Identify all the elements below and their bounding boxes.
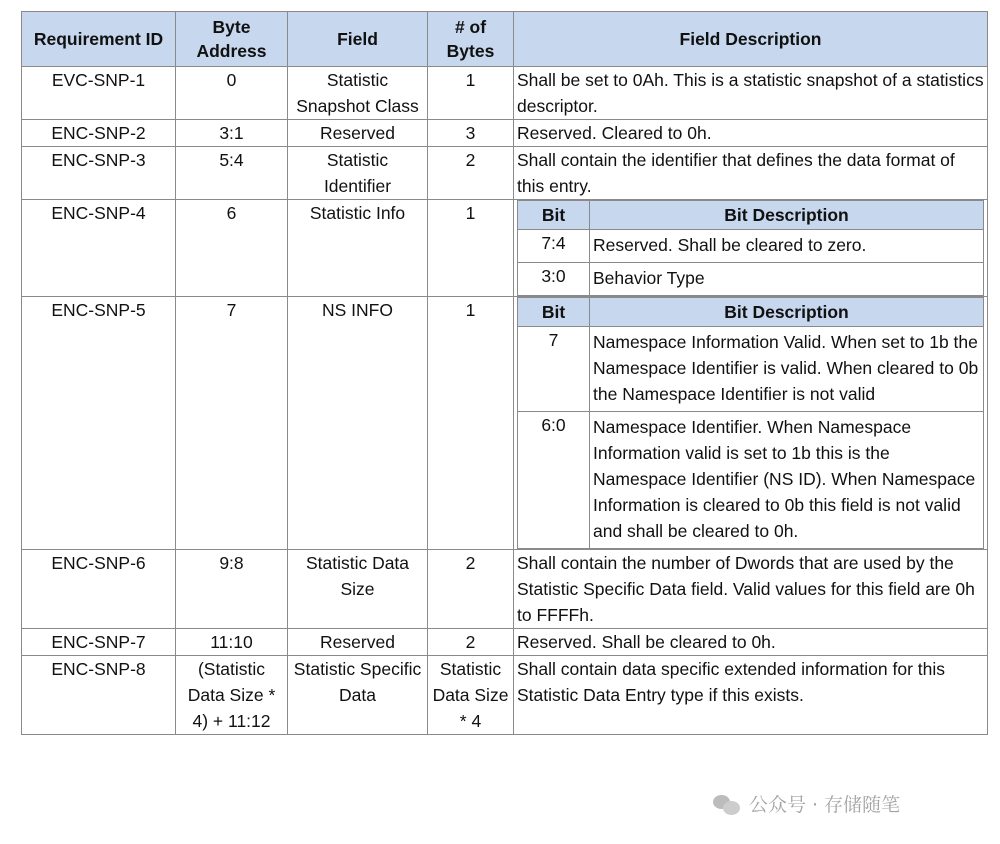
header-requirement-id: Requirement ID <box>22 12 176 67</box>
bit-description-cell: Namespace Identifier. When Namespace Information valid is set to 1b this is the Namespace Identifier (NS ID). When Namespace Information is cleared to 0b this field is not valid and shall be cleared to 0h. <box>590 412 984 549</box>
description-cell <box>514 297 988 550</box>
req-id-cell: ENC-SNP-6 <box>22 550 176 629</box>
table-row <box>22 200 988 297</box>
field-cell: Statistic Info <box>288 200 428 297</box>
header-field-description: Field Description <box>514 12 988 67</box>
field-cell: Reserved <box>288 120 428 147</box>
req-id-cell: EVC-SNP-1 <box>22 67 176 120</box>
bit-table <box>517 297 984 549</box>
byte-address-cell: 6 <box>176 200 288 297</box>
watermark <box>713 790 900 817</box>
bit-description-header: Bit Description <box>590 298 984 327</box>
field-cell: Statistic Identifier <box>288 147 428 200</box>
bit-description-header: Bit Description <box>590 201 984 230</box>
bit-row <box>518 412 984 549</box>
header-row <box>22 12 988 67</box>
num-bytes-cell: 2 <box>428 147 514 200</box>
bit-cell: 7:4 <box>518 230 590 263</box>
field-cell: Statistic Specific Data <box>288 656 428 735</box>
byte-address-cell: 5:4 <box>176 147 288 200</box>
num-bytes-cell: 2 <box>428 550 514 629</box>
req-id-cell: ENC-SNP-2 <box>22 120 176 147</box>
bit-description-cell: Namespace Information Valid. When set to 1b the Namespace Identifier is valid. When cleared to 0b the Namespace Identifier is not valid <box>590 327 984 412</box>
description-cell: Shall contain the identifier that defines the data format of this entry. <box>514 147 988 200</box>
byte-address-cell: 9:8 <box>176 550 288 629</box>
bit-row <box>518 230 984 263</box>
byte-address-cell: 11:10 <box>176 629 288 656</box>
req-id-cell: ENC-SNP-4 <box>22 200 176 297</box>
field-cell: Statistic Data Size <box>288 550 428 629</box>
req-id-cell: ENC-SNP-8 <box>22 656 176 735</box>
table-row <box>22 297 988 550</box>
bit-table <box>517 200 984 296</box>
byte-address-cell: 0 <box>176 67 288 120</box>
field-cell: Statistic Snapshot Class <box>288 67 428 120</box>
bit-description-cell: Reserved. Shall be cleared to zero. <box>590 230 984 263</box>
bit-cell: 7 <box>518 327 590 412</box>
bit-description-cell: Behavior Type <box>590 263 984 296</box>
field-cell: Reserved <box>288 629 428 656</box>
description-cell: Reserved. Shall be cleared to 0h. <box>514 629 988 656</box>
table-row <box>22 67 988 120</box>
header-byte-address: Byte Address <box>176 12 288 67</box>
description-cell <box>514 200 988 297</box>
bit-header: Bit <box>518 201 590 230</box>
field-cell: NS INFO <box>288 297 428 550</box>
bit-header-row <box>518 298 984 327</box>
table-row <box>22 550 988 629</box>
description-cell: Shall be set to 0Ah. This is a statistic snapshot of a statistics descriptor. <box>514 67 988 120</box>
table-row <box>22 656 988 735</box>
num-bytes-cell: 2 <box>428 629 514 656</box>
bit-header-row <box>518 201 984 230</box>
description-cell: Shall contain data specific extended information for this Statistic Data Entry type if this exists. <box>514 656 988 735</box>
bit-row <box>518 263 984 296</box>
bit-row <box>518 327 984 412</box>
byte-address-cell: 3:1 <box>176 120 288 147</box>
header-num-bytes: # of Bytes <box>428 12 514 67</box>
num-bytes-cell: 1 <box>428 67 514 120</box>
req-id-cell: ENC-SNP-7 <box>22 629 176 656</box>
num-bytes-cell: 3 <box>428 120 514 147</box>
byte-address-cell: 7 <box>176 297 288 550</box>
table-row <box>22 120 988 147</box>
table-row <box>22 147 988 200</box>
statistic-snapshot-table <box>21 11 988 735</box>
bit-header: Bit <box>518 298 590 327</box>
req-id-cell: ENC-SNP-3 <box>22 147 176 200</box>
table-row <box>22 629 988 656</box>
bit-cell: 6:0 <box>518 412 590 549</box>
bit-cell: 3:0 <box>518 263 590 296</box>
req-id-cell: ENC-SNP-5 <box>22 297 176 550</box>
watermark-text: 公众号 · 存储随笔 <box>749 794 901 816</box>
wechat-icon <box>713 793 741 815</box>
num-bytes-cell: 1 <box>428 200 514 297</box>
header-field: Field <box>288 12 428 67</box>
description-cell: Shall contain the number of Dwords that are used by the Statistic Specific Data field. Valid values for this field are 0h to FFFFh. <box>514 550 988 629</box>
description-cell: Reserved. Cleared to 0h. <box>514 120 988 147</box>
num-bytes-cell: 1 <box>428 297 514 550</box>
byte-address-cell: (Statistic Data Size * 4) + 11:12 <box>176 656 288 735</box>
num-bytes-cell: Statistic Data Size * 4 <box>428 656 514 735</box>
